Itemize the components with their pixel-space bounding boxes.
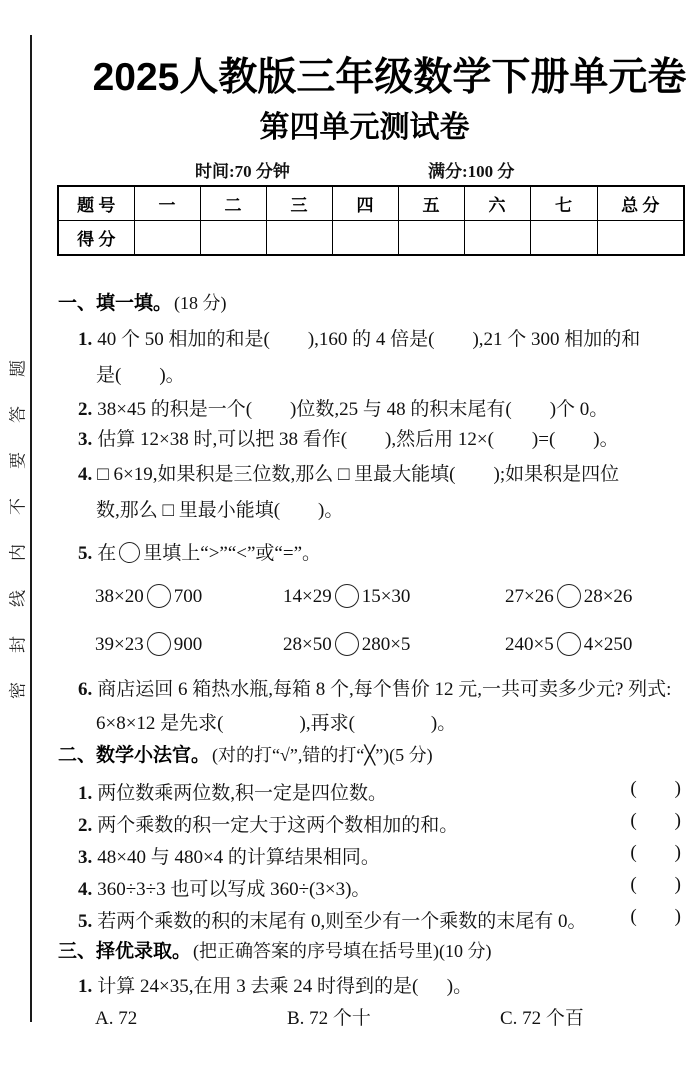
comparison-left: 14×29 xyxy=(283,586,332,607)
compare-circle-icon xyxy=(335,584,359,608)
table-header-cell: 七 xyxy=(530,186,597,221)
page-title: 2025人教版三年级数学下册单元卷 xyxy=(92,56,687,99)
question-text: 在 xyxy=(97,543,117,564)
comparison-item xyxy=(283,584,410,608)
choice-option-a: A. 72 xyxy=(95,1008,138,1029)
question-number: 2. xyxy=(78,815,93,836)
question-text: 360÷3÷3 也可以写成 360÷(3×3)。 xyxy=(97,879,371,900)
table-header-cell: 三 xyxy=(266,186,332,221)
comparison-right: 900 xyxy=(173,634,203,655)
choice-question-line xyxy=(78,975,472,999)
question-3-line xyxy=(78,428,619,452)
table-header-cell: 五 xyxy=(398,186,464,221)
tf-text xyxy=(78,778,387,805)
tf-text xyxy=(78,810,458,837)
score-cell-empty xyxy=(530,221,597,256)
compare-circle-icon xyxy=(335,632,359,656)
section-one-heading xyxy=(58,292,227,316)
section-two-title: 二、数学小法官。 xyxy=(58,745,211,766)
tf-text xyxy=(78,874,370,901)
compare-circle-icon xyxy=(557,632,581,656)
score-cell-empty xyxy=(266,221,332,256)
question-text: 数,那么 □ 里最小能填( )。 xyxy=(96,500,344,521)
true-false-item xyxy=(78,778,681,805)
comparison-left: 28×50 xyxy=(283,634,332,655)
question-4-line-2 xyxy=(96,499,343,523)
answer-bracket: ( ) xyxy=(630,874,681,895)
question-text: 是( )。 xyxy=(96,365,185,386)
compare-circle-icon xyxy=(119,542,140,563)
comparison-item xyxy=(95,584,202,608)
question-text: 6×8×12 是先求( ),再求( )。 xyxy=(96,713,457,734)
comparison-right: 700 xyxy=(173,586,203,607)
table-header-cell: 四 xyxy=(332,186,398,221)
compare-circle-icon xyxy=(147,632,171,656)
question-text: 计算 24×35,在用 3 去乘 24 时得到的是( )。 xyxy=(97,976,473,997)
question-number: 6. xyxy=(78,679,93,700)
question-number: 4. xyxy=(78,879,93,900)
answer-bracket: ( ) xyxy=(630,810,681,831)
question-text: 里填上“>”“<”或“=”。 xyxy=(143,543,322,564)
question-2-line xyxy=(78,398,608,422)
answer-bracket: ( ) xyxy=(630,842,681,863)
true-false-item xyxy=(78,842,681,869)
table-header-cell: 一 xyxy=(134,186,200,221)
tf-text xyxy=(78,906,587,933)
comparison-item xyxy=(95,632,202,656)
time-limit: 时间:70 分钟 xyxy=(195,162,290,181)
comparison-left: 38×20 xyxy=(95,586,144,607)
section-three-heading xyxy=(58,940,492,964)
tf-text xyxy=(78,842,380,869)
score-cell-empty xyxy=(464,221,530,256)
section-three-title: 三、择优录取。 xyxy=(58,941,192,962)
section-one-score: (18 分) xyxy=(174,293,227,313)
question-6-line-1 xyxy=(78,678,671,702)
score-table-score-row xyxy=(58,221,684,256)
question-text: 38×45 的积是一个( )位数,25 与 48 的积末尾有( )个 0。 xyxy=(97,399,609,420)
table-header-cell: 六 xyxy=(464,186,530,221)
question-number: 1. xyxy=(78,976,93,997)
answer-bracket: ( ) xyxy=(630,906,681,927)
question-number: 5. xyxy=(78,911,93,932)
question-number: 2. xyxy=(78,399,93,420)
score-cell-empty xyxy=(332,221,398,256)
question-text: 两位数乘两位数,积一定是四位数。 xyxy=(97,783,388,804)
section-two-heading xyxy=(58,744,433,768)
comparison-right: 280×5 xyxy=(361,634,411,655)
choice-option-c: C. 72 个百 xyxy=(500,1008,584,1029)
score-table-header-row xyxy=(58,186,684,221)
comparison-right: 28×26 xyxy=(583,586,633,607)
comparison-left: 240×5 xyxy=(505,634,554,655)
answer-bracket: ( ) xyxy=(630,778,681,799)
comparison-item xyxy=(283,632,410,656)
question-number: 3. xyxy=(78,429,93,450)
table-header-cell: 题 号 xyxy=(58,186,134,221)
table-header-cell: 二 xyxy=(200,186,266,221)
question-text: 48×40 与 480×4 的计算结果相同。 xyxy=(97,847,380,868)
compare-circle-icon xyxy=(557,584,581,608)
comparison-right: 15×30 xyxy=(361,586,411,607)
comparison-right: 4×250 xyxy=(583,634,633,655)
comparison-item xyxy=(505,632,632,656)
score-cell-empty xyxy=(134,221,200,256)
score-row-label: 得 分 xyxy=(58,221,134,256)
comparison-left: 39×23 xyxy=(95,634,144,655)
full-score: 满分:100 分 xyxy=(428,162,515,181)
question-text: 若两个乘数的积的末尾有 0,则至少有一个乘数的末尾有 0。 xyxy=(97,911,587,932)
true-false-item xyxy=(78,874,681,901)
question-1-line-1 xyxy=(78,328,640,352)
section-two-score: (对的打“√”,错的打“╳”)(5 分) xyxy=(212,745,433,765)
compare-circle-icon xyxy=(147,584,171,608)
score-cell-empty xyxy=(200,221,266,256)
unit-title: 第四单元测试卷 xyxy=(259,111,470,144)
question-text: 两个乘数的积一定大于这两个数相加的和。 xyxy=(97,815,459,836)
score-table xyxy=(57,185,685,256)
question-number: 1. xyxy=(78,783,93,804)
table-header-cell: 总 分 xyxy=(597,186,684,221)
question-text: 商店运回 6 箱热水瓶,每箱 8 个,每个售价 12 元,一共可卖多少元? 列式: xyxy=(97,679,672,700)
score-cell-empty xyxy=(597,221,684,256)
section-three-score: (把正确答案的序号填在括号里)(10 分) xyxy=(193,941,492,961)
question-number: 4. xyxy=(78,464,93,485)
question-number: 3. xyxy=(78,847,93,868)
choice-option-b: B. 72 个十 xyxy=(287,1008,371,1029)
question-text: 40 个 50 相加的和是( ),160 的 4 倍是( ),21 个 300 相加的和 xyxy=(97,329,641,350)
question-number: 5. xyxy=(78,543,93,564)
seal-line xyxy=(30,35,32,1022)
question-number: 1. xyxy=(78,329,93,350)
question-text: 估算 12×38 时,可以把 38 看作( ),然后用 12×( )=( )。 xyxy=(97,429,619,450)
question-6-line-2 xyxy=(96,712,456,736)
comparison-item xyxy=(505,584,632,608)
comparison-left: 27×26 xyxy=(505,586,554,607)
question-4-line-1 xyxy=(78,463,619,487)
true-false-item xyxy=(78,906,681,933)
score-cell-empty xyxy=(398,221,464,256)
question-5-line xyxy=(78,542,321,566)
section-one-title: 一、填一填。 xyxy=(58,293,173,314)
question-1-line-2 xyxy=(96,364,185,388)
seal-text: 密封线内不要答题 xyxy=(8,331,28,699)
true-false-item xyxy=(78,810,681,837)
question-text: □ 6×19,如果积是三位数,那么 □ 里最大能填( );如果积是四位 xyxy=(97,464,620,485)
